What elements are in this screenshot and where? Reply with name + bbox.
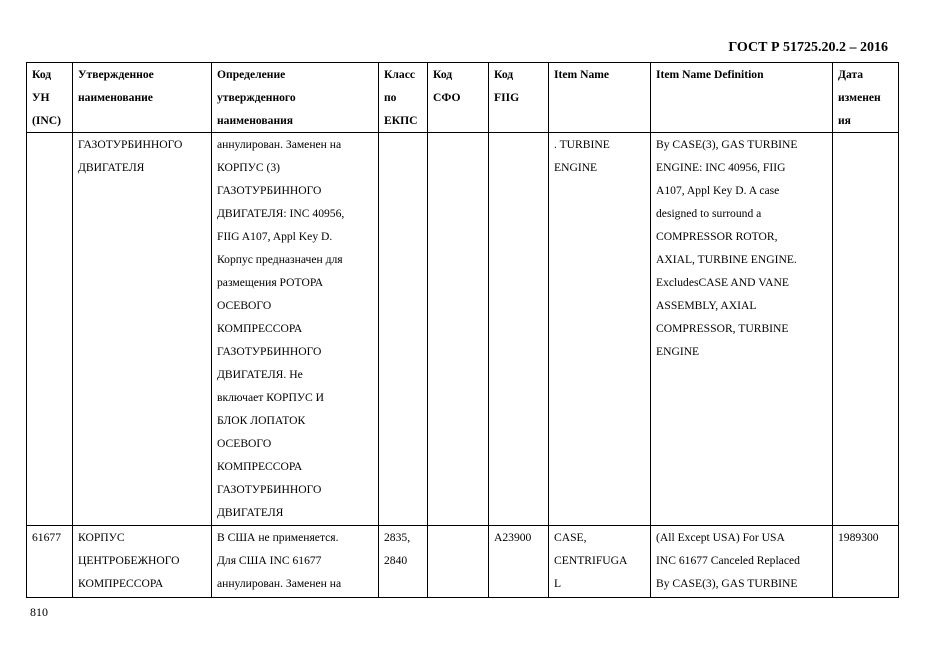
- col-header-item-name-definition: Item Name Definition: [651, 63, 833, 133]
- cell-approved-name: ГАЗОТУРБИННОГО ДВИГАТЕЛЯ: [73, 133, 212, 526]
- col-header-item-name: Item Name: [549, 63, 651, 133]
- cell-definition: В США не применяется. Для США INC 61677 аннулирован. Заменен на: [212, 526, 379, 598]
- cell-sfo-code: [428, 526, 489, 598]
- cell-ekps-class: 2835, 2840: [379, 526, 428, 598]
- col-header-approved-name: Утвержденное наименование: [73, 63, 212, 133]
- cell-ekps-class: [379, 133, 428, 526]
- cell-inc: 61677: [27, 526, 73, 598]
- cell-item-name-definition: By CASE(3), GAS TURBINE ENGINE: INC 40956, FIIG A107, Appl Key D. A case designed to surround a COMPRESSOR ROTOR, AXIAL, TURBINE ENGINE. ExcludesCASE AND VANE ASSEMBLY, AXIAL COMPRESSOR, TURBINE ENGINE: [651, 133, 833, 526]
- col-header-fiig-code: Код FIIG: [489, 63, 549, 133]
- col-header-inc: Код УН (INC): [27, 63, 73, 133]
- col-header-sfo-code: Код СФО: [428, 63, 489, 133]
- col-header-ekps-class: Класс по ЕКПС: [379, 63, 428, 133]
- cell-change-date: 1989300: [833, 526, 899, 598]
- cell-definition: аннулирован. Заменен на КОРПУС (3) ГАЗОТУРБИННОГО ДВИГАТЕЛЯ: INC 40956, FIIG A107, Appl Key D. Корпус предназначен для размещения РОТОРА ОСЕВОГО КОМПРЕССОРА ГАЗОТУРБИННОГО ДВИГАТЕЛЯ. Не включает КОРПУС И БЛОК ЛОПАТОК ОСЕВОГО КОМПРЕССОРА ГАЗОТУРБИННОГО ДВИГАТЕЛЯ: [212, 133, 379, 526]
- classification-table: [26, 62, 899, 598]
- cell-fiig-code: [489, 133, 549, 526]
- page-number: 810: [30, 605, 48, 619]
- cell-item-name: CASE, CENTRIFUGA L: [549, 526, 651, 598]
- table-header-row: [27, 63, 899, 133]
- cell-item-name-definition: (All Except USA) For USA INC 61677 Canceled Replaced By CASE(3), GAS TURBINE: [651, 526, 833, 598]
- col-header-change-date: Дата изменен ия: [833, 63, 899, 133]
- table-row: [27, 526, 899, 598]
- cell-item-name: . TURBINE ENGINE: [549, 133, 651, 526]
- document-header: ГОСТ Р 51725.20.2 – 2016: [728, 40, 888, 55]
- cell-fiig-code: A23900: [489, 526, 549, 598]
- cell-approved-name: КОРПУС ЦЕНТРОБЕЖНОГО КОМПРЕССОРА: [73, 526, 212, 598]
- table-row: [27, 133, 899, 526]
- cell-inc: [27, 133, 73, 526]
- cell-sfo-code: [428, 133, 489, 526]
- cell-change-date: [833, 133, 899, 526]
- col-header-definition: Определение утвержденного наименования: [212, 63, 379, 133]
